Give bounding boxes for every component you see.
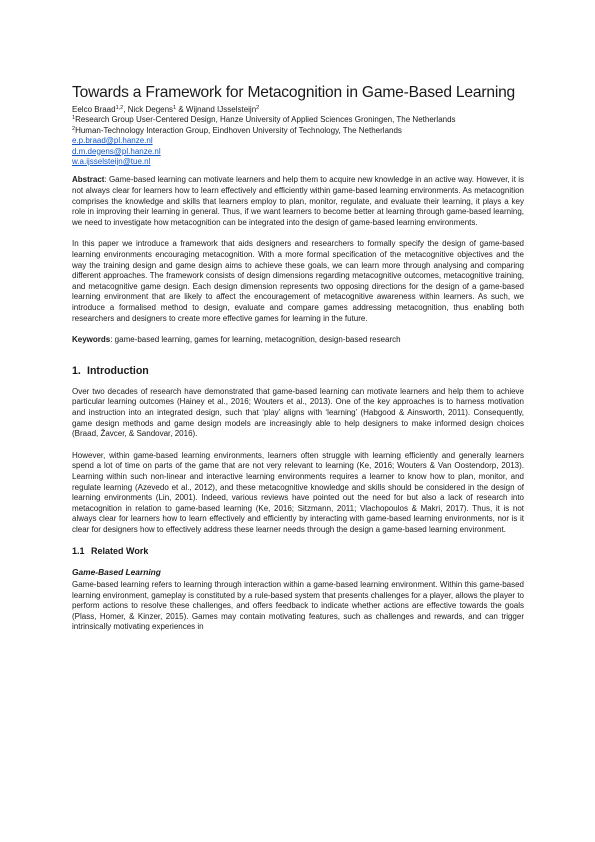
body-paragraph: However, within game-based learning environments, learners often struggle with learning efficiently and generally learners spend a lot of time on parts of the game that are not very relevant to learning (Ke, 2016; Wouters & Van Oostendorp, 2013). Learning within such non-linear and interactive learning environments requires a learner to know how to plan, monitor, and regulate learning (Azevedo et al., 2012), and these metacognitive knowledge and skills should be considered in the design of learning environments (Lin, 2001). Indeed, various reviews have pointed out the need for but also a lack of research into metacognition in relation to game-based learning (Ke, 2016; Sitzmann, 2011; Vlachopoulos & Makri, 2017). Thus, it is not always clear for learners how to learn effectively and efficiently by interacting with game-based learning environments, nor is it clear for designers how to effectively address these learner needs through the design a game-based learning environment.	[72, 450, 524, 534]
abstract-paragraph-2: In this paper we introduce a framework that aids designers and researchers to formally specify the design of game-based learning environments encouraging metacognition. With a more formal specification of the metacognitive objectives and the way the training design and game design aims to achieve these goals, we can learn more through analysing and comparing different approaches. The framework consists of design dimensions regarding metacognitive outcomes, metacognitive training, and metacognitive game design. Each design dimension represents two opposing directions for the design of a game-based learning environment that are likely to affect the encouragement of metacognitive awareness within learners. As such, we introduce a formalised method to design, evaluate and compare games addressing metacognition, thus enabling both researchers and designers to create more effective games for learning in the future.	[72, 239, 524, 323]
author-separator: &	[176, 105, 186, 114]
affiliation-marker: 2	[72, 125, 76, 132]
body-paragraph: Game-based learning refers to learning through interaction within a game-based learning environment. Within this game-based learning environment, gameplay is constituted by a rule-based system that presents challenges for a player, allows the player to perform actions to resolve these challenges, and offers feedback to indicate whether actions are effective towards the goals (Plass, Homer, & Kinzer, 2015). Games may contain motivating features, such as challenges and rewards, and can trigger intrinsically motivating experiences in	[72, 580, 524, 632]
section-heading	[72, 365, 524, 378]
author-affiliation-marker: 1	[173, 105, 177, 111]
affiliation-text: Research Group User-Centered Design, Hanze University of Applied Sciences Groningen, The Netherlands	[75, 115, 456, 125]
affiliation	[72, 126, 524, 136]
keywords-label: Keywords	[72, 335, 111, 345]
author-name: Wijnand IJsselsteijn	[185, 105, 257, 114]
subsubsection-heading: Game-Based Learning	[72, 567, 161, 578]
paper-title: Towards a Framework for Metacognition in Game-Based Learning	[72, 84, 516, 101]
subsection-title: Related Work	[91, 546, 149, 557]
subsection-heading	[72, 546, 524, 557]
email-link[interactable]: e.p.braad@pl.hanze.nl	[72, 136, 153, 146]
page-content	[72, 84, 524, 644]
author-separator: ,	[123, 105, 128, 114]
affiliation-marker: 1	[72, 115, 76, 122]
subsection-number: 1.1	[72, 546, 85, 557]
author-affiliation-marker: 2	[256, 105, 260, 111]
affiliation-text: Human-Technology Interaction Group, Eindhoven University of Technology, The Netherlands	[75, 125, 402, 135]
author-list	[72, 105, 524, 115]
abstract-paragraph	[72, 175, 524, 228]
keywords	[72, 335, 524, 346]
keywords-text: : game-based learning, games for learning, metacognition, design-based research	[110, 335, 401, 345]
email-link[interactable]: d.m.degens@pl.hanze.nl	[72, 146, 161, 156]
author-name: Nick Degens	[127, 105, 174, 114]
section-title: Introduction	[87, 364, 149, 377]
email-link[interactable]: w.a.ijsselsteijn@tue.nl	[72, 157, 151, 167]
abstract-text: : Game-based learning can motivate learners and help them to acquire new knowledge in an active way. However, it is not always clear for learners how to learn effectively and efficiently within game-based learning environments. As metacognition comprises the knowledge and skills that learners employ to plan, monitor, regulate, and evaluate their learning, it plays a key role in improving their learning in general. Thus, if we want learners to become better at learning through game-based learning, we need to investigate how metacognition can be integrated into the design of game-based learning environments.	[72, 175, 524, 227]
author-name: Eelco Braad	[72, 105, 116, 114]
affiliation	[72, 115, 524, 125]
email-list	[72, 136, 524, 167]
abstract-label: Abstract	[72, 175, 105, 185]
section-number: 1.	[72, 364, 81, 377]
body-paragraph: Over two decades of research have demonstrated that game-based learning can motivate learners and help them to achieve particular learning outcomes (Hainey et al., 2016; Wouters et al., 2013). One of the key approaches is to harness motivation and instruction into an integrated design, such that ‘play’ aligns with ‘learning’ (Habgood & Ainsworth, 2011). Consequently, game design methods and game design models are increasingly able to help designers to make informed design choices (Braad, Žavcer, & Sandovar, 2016).	[72, 386, 524, 439]
author-affiliation-marker: 1,2	[115, 105, 124, 111]
